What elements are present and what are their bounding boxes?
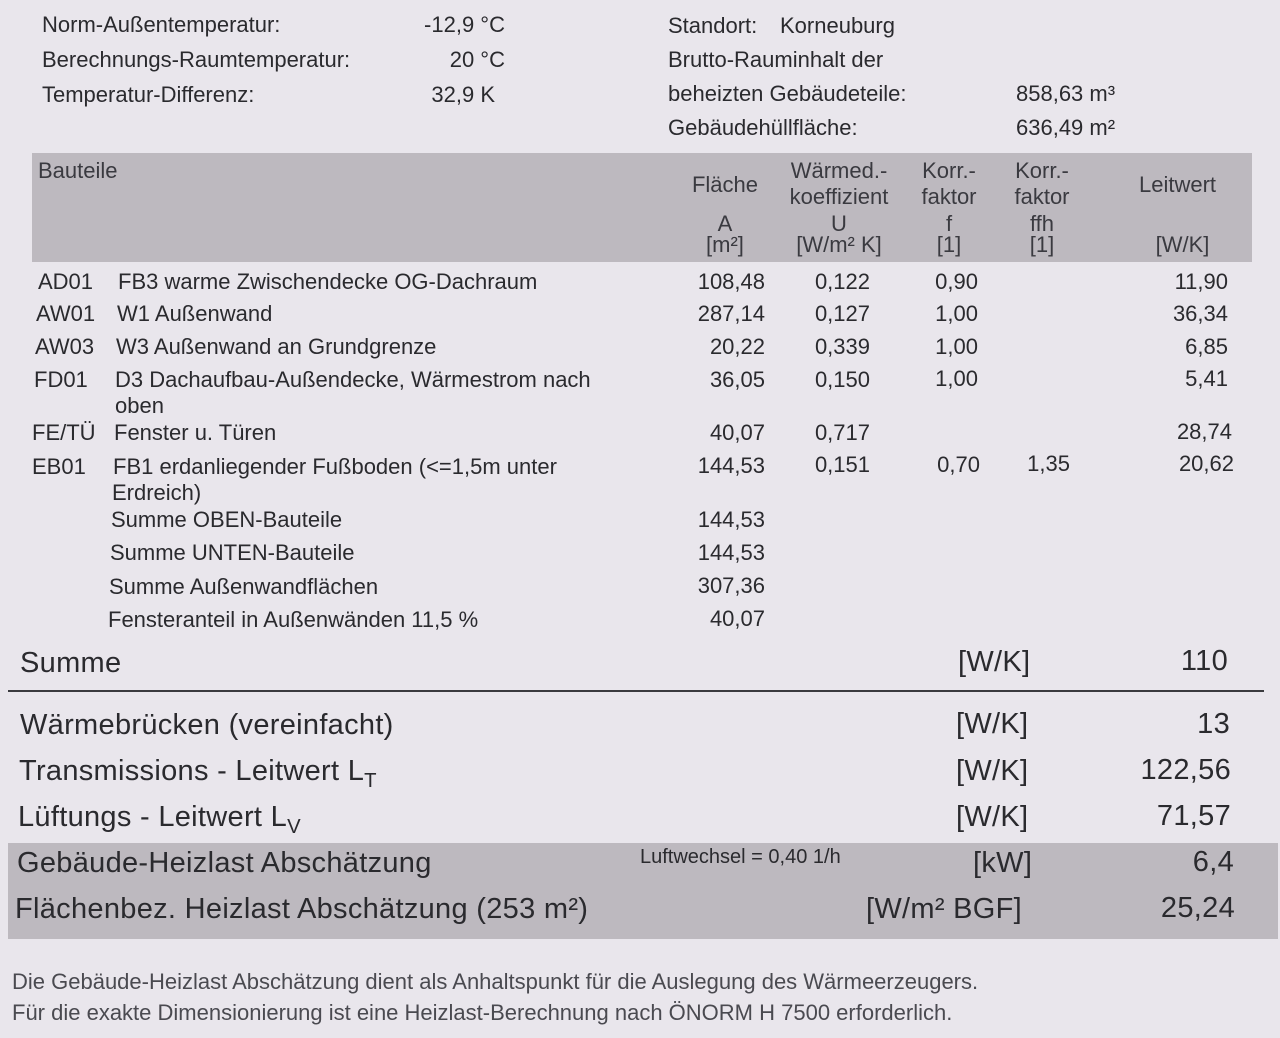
- raumtemp-value: 20 °C: [449, 47, 505, 72]
- huelle-label: Gebäudehüllfläche:: [668, 115, 858, 140]
- footnote-line-2: Für die exakte Dimensionierung ist eine Heizlast-Berechnung nach ÖNORM H 7500 erforderlich.: [12, 1000, 953, 1025]
- row-u-value: 0,127: [814, 301, 870, 326]
- standort-value: Korneuburg: [780, 13, 895, 38]
- row-name-continued: Erdreich): [112, 480, 202, 505]
- flaechenbez-heizlast-label: Flächenbez. Heizlast Abschätzung (253 m²): [15, 893, 589, 925]
- row-name: Fenster u. Türen: [114, 420, 277, 445]
- row-u-value: 0,150: [814, 367, 870, 392]
- row-u-value: 0,122: [814, 269, 870, 294]
- row-code: AW01: [36, 301, 96, 326]
- volume-label-2: beheizten Gebäudeteile:: [668, 81, 907, 106]
- row-leitwert: 20,62: [1178, 451, 1234, 476]
- header-flaeche: Fläche: [691, 172, 759, 197]
- lueftungs-label-subscript: V: [287, 816, 301, 839]
- lueftungs-leitwert-label: [18, 801, 301, 839]
- header-flaeche-sym: A: [717, 211, 733, 236]
- heizlast-value: 6,4: [1192, 846, 1234, 878]
- header-waermed-2: koeffizient: [789, 184, 889, 209]
- row-f-factor: 0,70: [937, 452, 980, 477]
- waermebruecken-unit: [W/K]: [956, 708, 1029, 740]
- row-f-factor: 1,00: [935, 334, 978, 359]
- norm-aussentemp-value: -12,9 °C: [424, 12, 505, 37]
- transmissions-leitwert-label: [19, 755, 377, 793]
- raumtemp-label: Berechnungs-Raumtemperatur:: [42, 47, 351, 72]
- header-waermed-1: Wärmed.-: [790, 158, 888, 183]
- sum-oben-label: Summe OBEN-Bauteile: [111, 507, 343, 532]
- sum-oben-value: 144,53: [697, 507, 765, 532]
- row-area: 108,48: [697, 269, 765, 294]
- lueftungs-unit: [W/K]: [956, 801, 1029, 833]
- row-u-value: 0,339: [814, 334, 870, 359]
- huelle-value: 636,49 m²: [1016, 115, 1116, 140]
- row-code: EB01: [32, 454, 86, 479]
- row-name: W3 Außenwand an Grundgrenze: [116, 334, 437, 359]
- luftwechsel-note: Luftwechsel = 0,40 1/h: [640, 846, 841, 868]
- header-korr1-2: faktor: [921, 184, 977, 209]
- header-korr1-1: Korr.-: [922, 158, 976, 183]
- header-korr2-1: Korr.-: [1015, 158, 1069, 183]
- row-area: 20,22: [709, 334, 765, 359]
- row-name: W1 Außenwand: [117, 301, 273, 326]
- heizlast-label: Gebäude-Heizlast Abschätzung: [17, 847, 432, 879]
- heizlast-unit: [kW]: [973, 847, 1033, 879]
- header-leitwert-unit: [W/K]: [1155, 232, 1210, 257]
- row-u-value: 0,151: [814, 452, 870, 477]
- header-korr1-unit: [1]: [936, 232, 962, 257]
- volume-label-1: Brutto-Rauminhalt der: [668, 47, 884, 72]
- waermebruecken-label: Wärmebrücken (vereinfacht): [20, 709, 394, 741]
- row-leitwert: 6,85: [1185, 334, 1228, 359]
- transmissions-value: 122,56: [1140, 754, 1231, 786]
- row-area: 40,07: [709, 420, 765, 445]
- transmissions-label-subscript: T: [364, 770, 377, 793]
- row-code: FE/TÜ: [32, 420, 96, 445]
- header-waermed-sym: U: [831, 211, 847, 236]
- row-f-factor: 1,00: [935, 366, 978, 391]
- row-name: D3 Dachaufbau-Außendecke, Wärmestrom nach: [115, 367, 591, 392]
- row-name: FB3 warme Zwischendecke OG-Dachraum: [118, 269, 538, 294]
- row-leitwert: 5,41: [1185, 366, 1228, 391]
- row-f-factor: 1,00: [935, 301, 978, 326]
- waermebruecken-value: 13: [1197, 708, 1230, 740]
- row-leitwert: 11,90: [1174, 269, 1228, 294]
- header-korr2-sym: ffh: [1029, 211, 1055, 236]
- row-area: 144,53: [697, 453, 765, 478]
- footnote-line-1: Die Gebäude-Heizlast Abschätzung dient als Anhaltspunkt für die Auslegung des Wärmeerzeugers.: [12, 969, 979, 994]
- divider-line: [8, 690, 1264, 692]
- row-code: AD01: [38, 269, 94, 294]
- sum-aussenwand-label: Summe Außenwandflächen: [109, 574, 379, 599]
- volume-value: 858,63 m³: [1016, 81, 1116, 106]
- summe-unit: [W/K]: [958, 646, 1031, 678]
- row-leitwert: 36,34: [1172, 301, 1228, 326]
- header-korr1-sym: f: [945, 211, 953, 236]
- row-leitwert: 28,74: [1176, 419, 1232, 444]
- row-u-value: 0,717: [814, 420, 870, 445]
- fensteranteil-label: Fensteranteil in Außenwänden 11,5 %: [108, 607, 479, 632]
- row-name: FB1 erdanliegender Fußboden (<=1,5m unter: [113, 454, 557, 479]
- row-code: AW03: [35, 334, 95, 359]
- header-flaeche-unit: [m²]: [706, 232, 744, 257]
- sum-aussenwand-value: 307,36: [697, 573, 765, 598]
- standort-label: Standort:: [668, 13, 758, 38]
- fensteranteil-value: 40,07: [709, 606, 765, 631]
- temp-diff-value: 32,9 K: [431, 82, 495, 107]
- transmissions-label-text: Transmissions - Leitwert L: [19, 755, 365, 787]
- temp-diff-label: Temperatur-Differenz:: [42, 82, 255, 107]
- row-area: 287,14: [697, 301, 765, 326]
- lueftungs-value: 71,57: [1156, 800, 1231, 832]
- row-area: 36,05: [709, 367, 765, 392]
- header-waermed-unit: [W/m² K]: [796, 232, 882, 257]
- sum-unten-value: 144,53: [697, 540, 765, 565]
- summe-label: Summe: [20, 647, 122, 679]
- header-korr2-2: faktor: [1014, 184, 1070, 209]
- flaechenbez-value: 25,24: [1160, 892, 1235, 924]
- header-bauteile: Bauteile: [38, 158, 118, 183]
- header-korr2-unit: [1]: [1029, 232, 1055, 257]
- summe-value: 110: [1180, 645, 1228, 677]
- transmissions-unit: [W/K]: [956, 755, 1029, 787]
- row-code: FD01: [34, 367, 88, 392]
- sum-unten-label: Summe UNTEN-Bauteile: [110, 540, 355, 565]
- flaechenbez-unit: [W/m² BGF]: [866, 893, 1023, 925]
- row-name-continued: oben: [115, 393, 164, 418]
- row-f-factor: 0,90: [935, 269, 978, 294]
- header-leitwert: Leitwert: [1138, 172, 1217, 197]
- lueftungs-label-text: Lüftungs - Leitwert L: [18, 801, 288, 833]
- norm-aussentemp-label: Norm-Außentemperatur:: [42, 12, 281, 37]
- row-ffh-factor: 1,35: [1027, 451, 1070, 476]
